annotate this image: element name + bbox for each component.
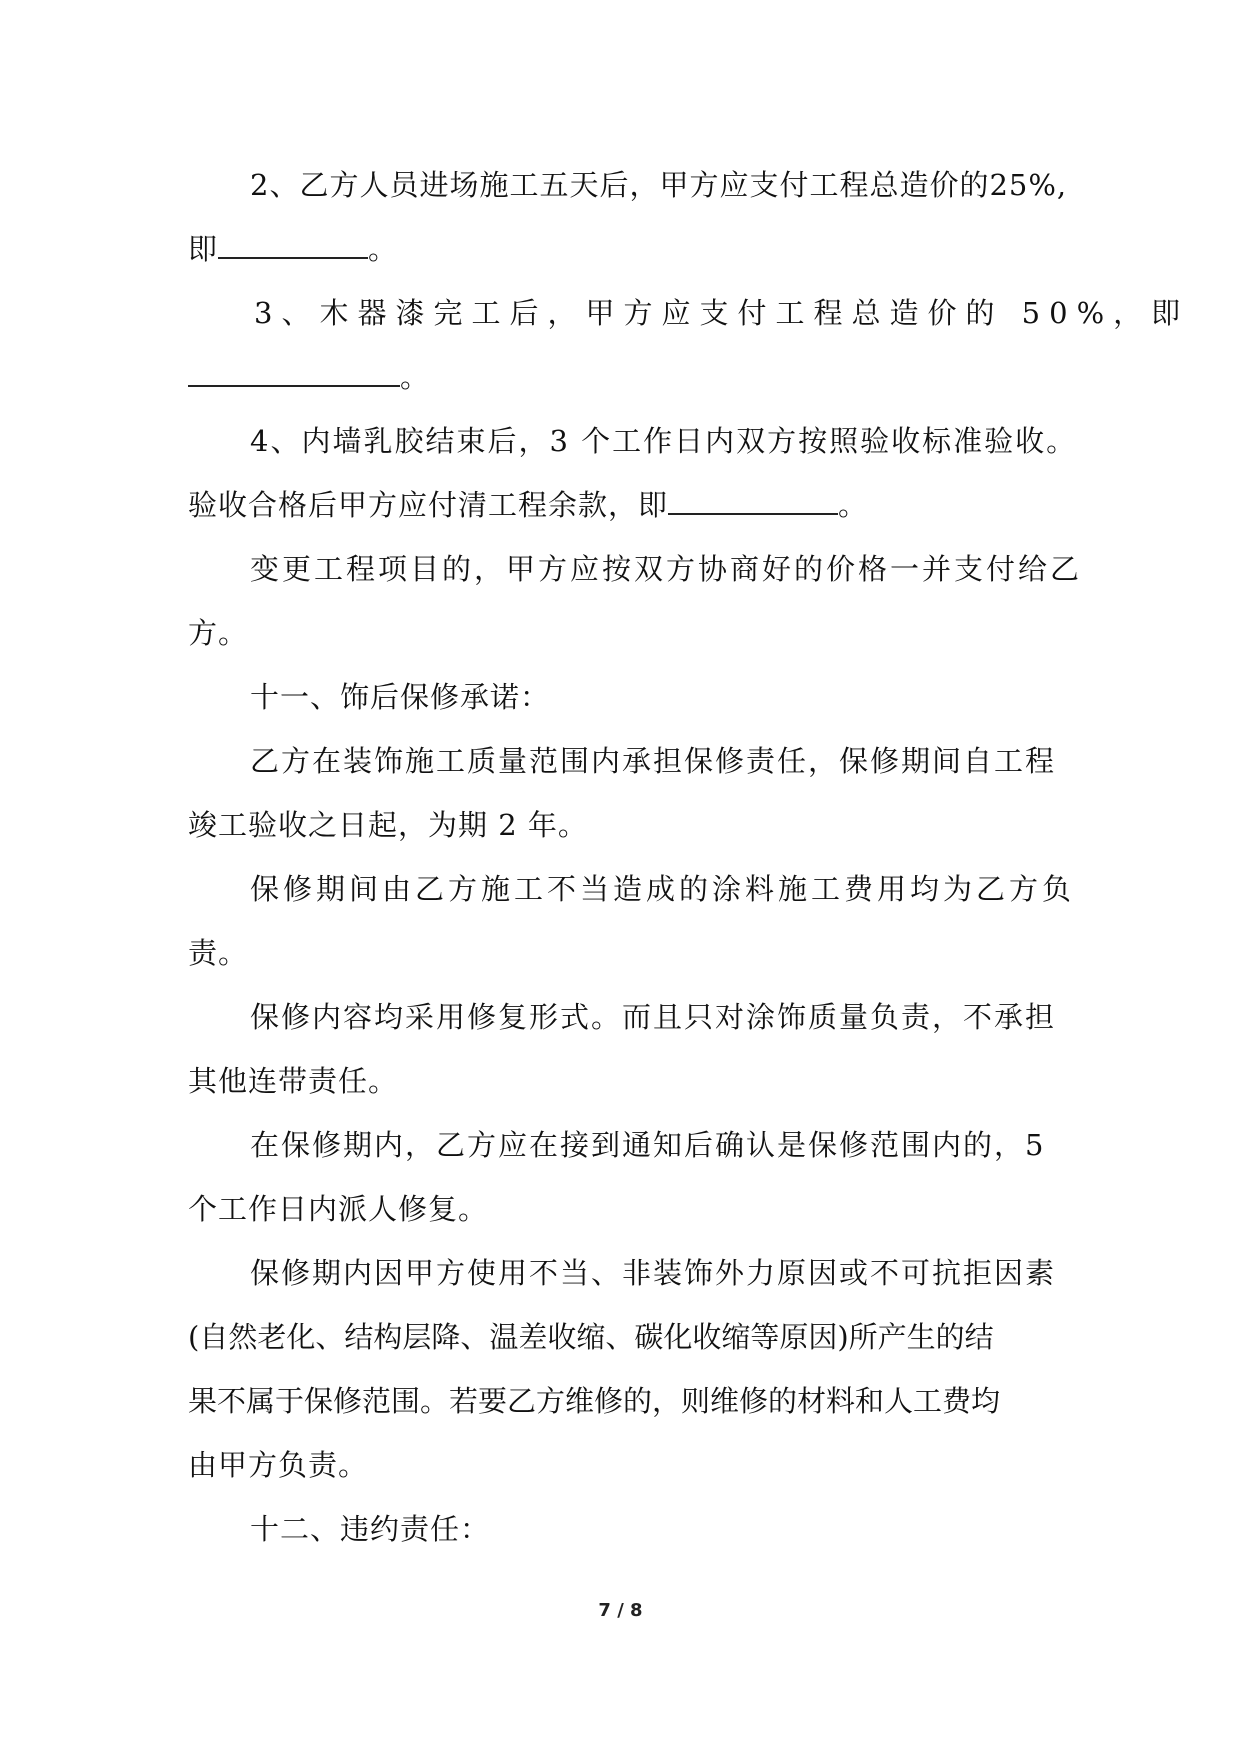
paragraph-5-line-2: 竣工验收之日起，为期 2 年。 <box>188 808 588 842</box>
paragraph-8-line-1: 在保修期内，乙方应在接到通知后确认是保修范围内的，5 <box>250 1128 1046 1162</box>
section-heading-11: 十一、饰后保修承诺： <box>250 680 551 714</box>
paragraph-4-line-1: 变更工程项目的，甲方应按双方协商好的价格一并支付给乙 <box>250 552 1083 586</box>
paragraph-1-suffix: 。 <box>368 232 399 266</box>
section-heading-12: 十二、违约责任： <box>250 1512 491 1546</box>
paragraph-8-line-2: 个工作日内派人修复。 <box>188 1192 489 1226</box>
paragraph-9-line-4: 由甲方负责。 <box>188 1448 369 1482</box>
paragraph-2-line-2 <box>188 357 430 397</box>
paragraph-5-line-1: 乙方在装饰施工质量范围内承担保修责任，保修期间自工程 <box>250 744 1057 778</box>
fill-in-blank-2 <box>188 363 400 387</box>
fill-in-blank-1 <box>218 235 368 259</box>
paragraph-1-line-1: 2、乙方人员进场施工五天后，甲方应支付工程总造价的25%, <box>250 168 1068 202</box>
paragraph-7-line-2: 其他连带责任。 <box>188 1064 399 1098</box>
paragraph-9-line-1: 保修期内因甲方使用不当、非装饰外力原因或不可抗拒因素 <box>250 1256 1057 1290</box>
paragraph-6-line-2: 责。 <box>188 936 249 970</box>
paragraph-1-prefix: 即 <box>188 232 219 266</box>
paragraph-3-line-2 <box>188 485 868 525</box>
paragraph-3-prefix: 验收合格后甲方应付清工程余款，即 <box>188 488 669 522</box>
paragraph-1-line-2 <box>188 229 398 269</box>
paragraph-3-line-1: 4、内墙乳胶结束后，3 个工作日内双方按照验收标准验收。 <box>250 424 1078 458</box>
fill-in-blank-3 <box>668 491 838 515</box>
paragraph-9-line-2: (自然老化、结构层降、温差收缩、碳化收缩等原因)所产生的结 <box>188 1320 994 1354</box>
paragraph-6-line-1: 保修期间由乙方施工不当造成的涂料施工费用均为乙方负 <box>250 872 1076 906</box>
paragraph-2-line-1: 3、木器漆完工后，甲方应支付工程总造价的 50%，即 <box>254 296 1190 330</box>
paragraph-2-suffix: 。 <box>400 360 431 394</box>
page-number: 7 / 8 <box>598 1600 643 1621</box>
paragraph-3-suffix: 。 <box>838 488 869 522</box>
paragraph-7-line-1: 保修内容均采用修复形式。而且只对涂饰质量负责，不承担 <box>250 1000 1057 1034</box>
paragraph-4-line-2: 方。 <box>188 616 249 650</box>
paragraph-9-line-3: 果不属于保修范围。若要乙方维修的，则维修的材料和人工费均 <box>188 1384 1001 1418</box>
